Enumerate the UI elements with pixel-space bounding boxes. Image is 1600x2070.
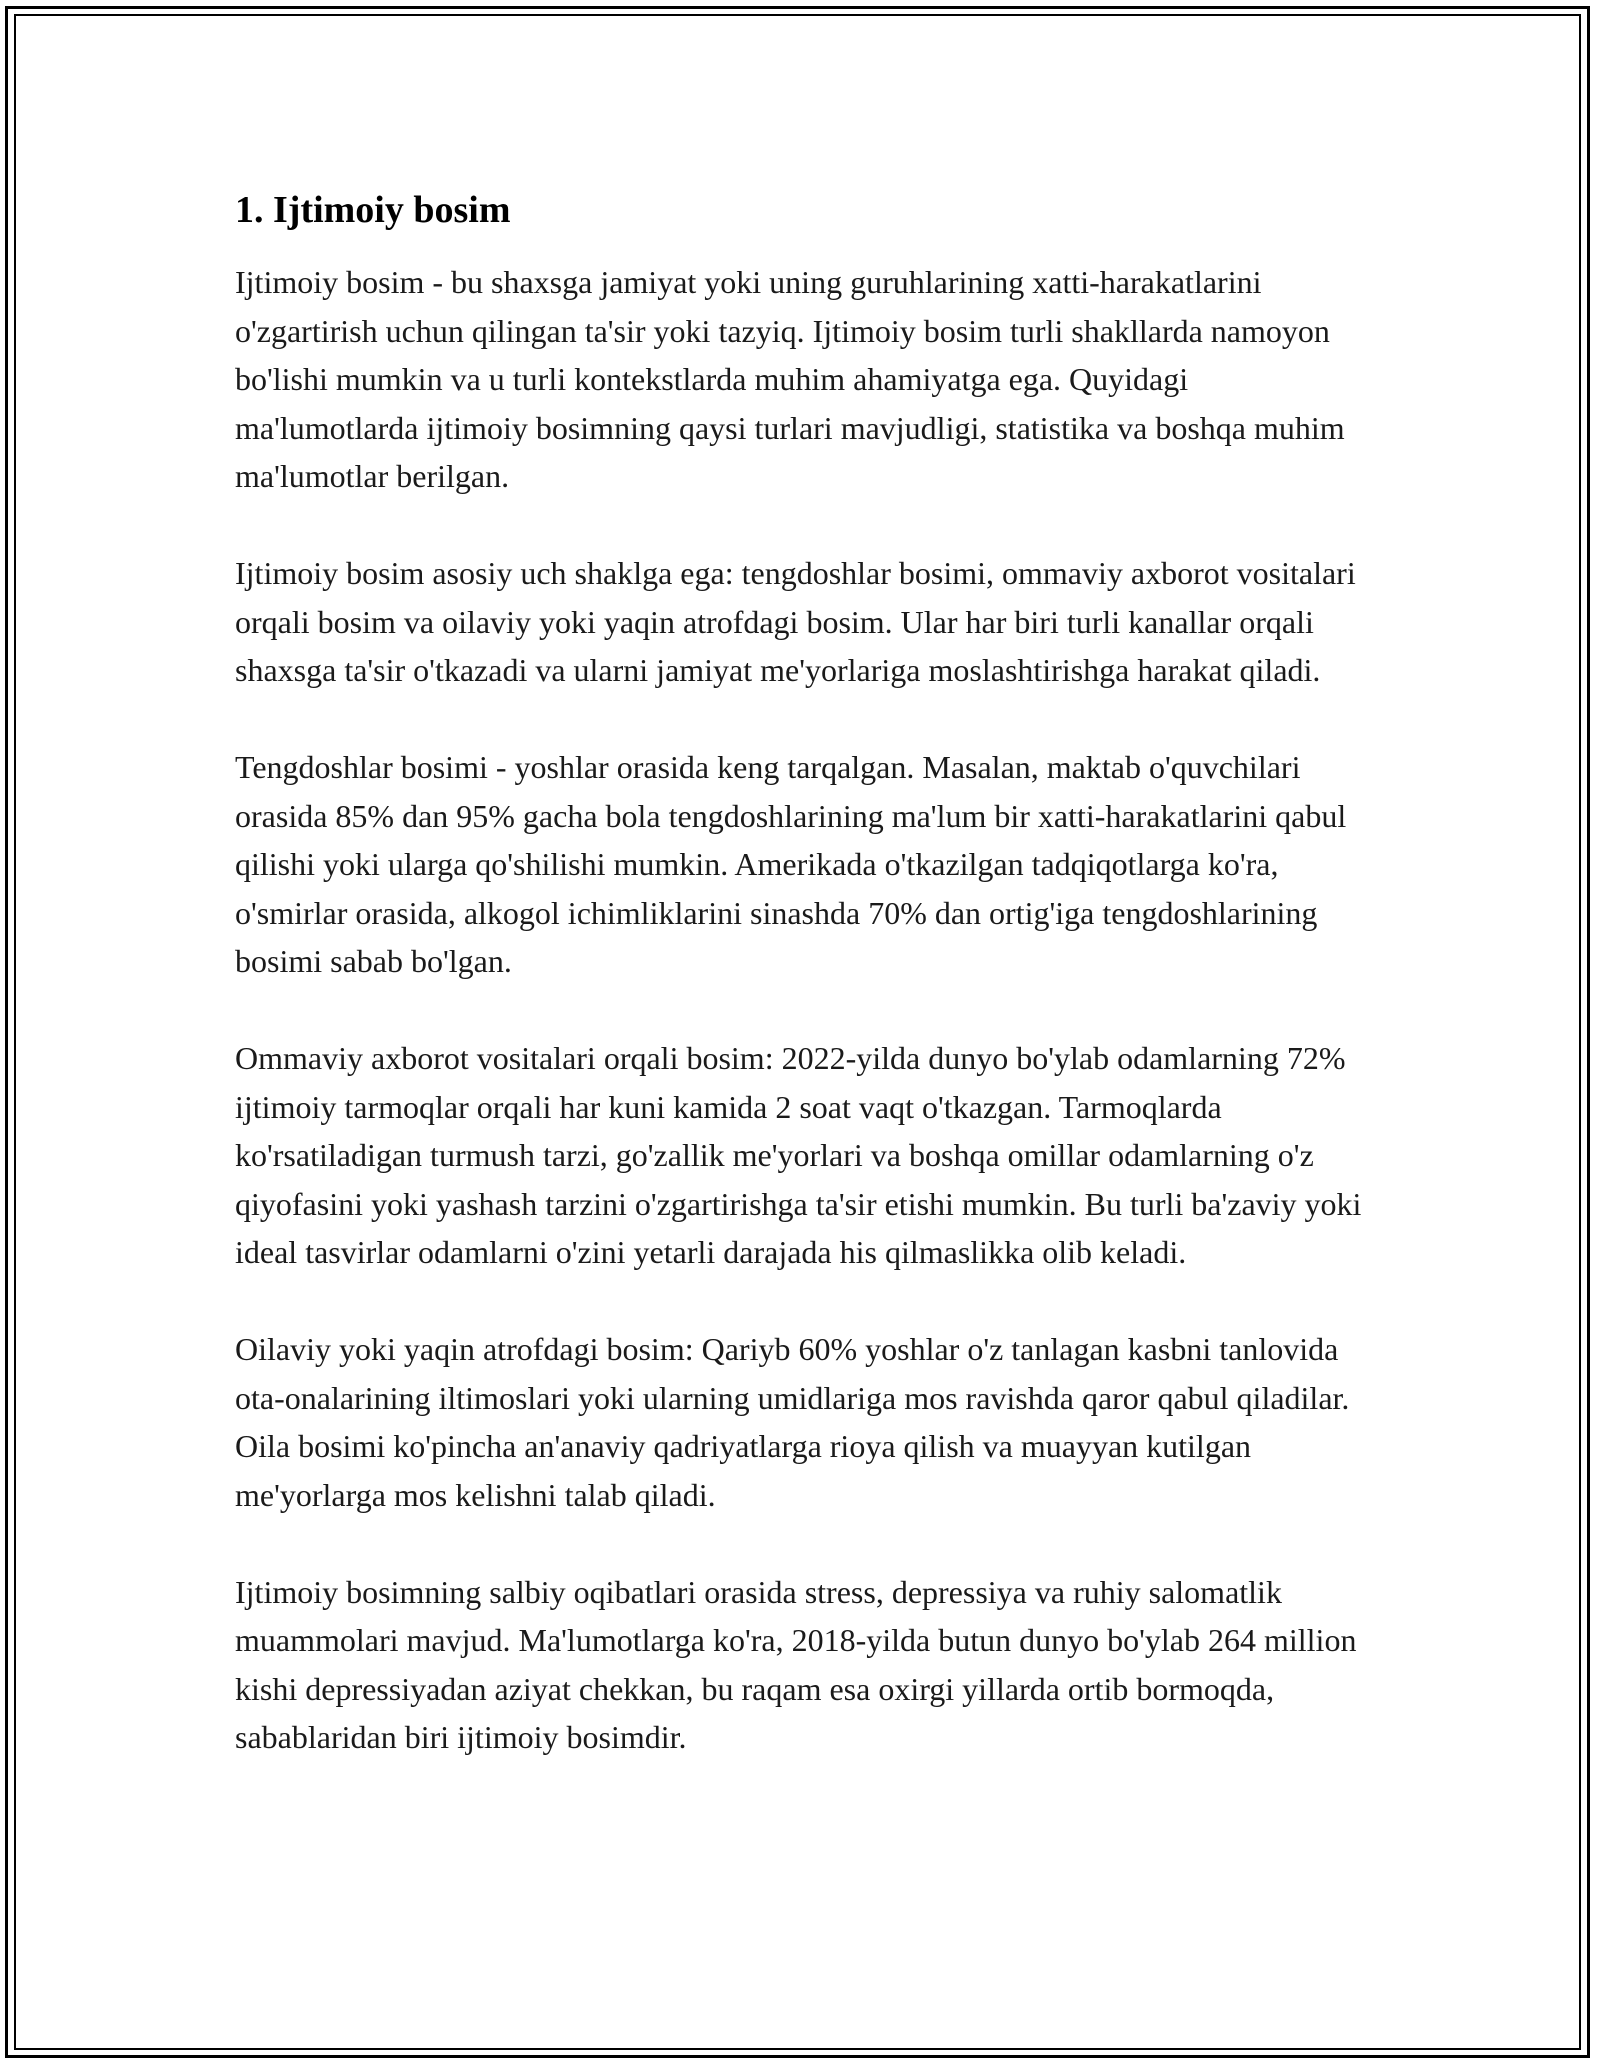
- section-heading: 1. Ijtimoiy bosim: [235, 189, 511, 231]
- paragraph-forms: Ijtimoiy bosim asosiy uch shaklga ega: tengdoshlar bosimi, ommaviy axborot vositalari orqali bosim va oilaviy yoki yaqin atrofdagi bosim. Ular har biri turli kanallar orqali shaxsga ta'sir o'tkazadi va ularni jamiyat me'yorlariga moslashtirishga harakat qiladi.: [235, 555, 1356, 688]
- document-body: [235, 186, 1375, 1810]
- paragraph-definition: Ijtimoiy bosim - bu shaxsga jamiyat yoki uning guruhlarining xatti-harakatlarini o'zgartirish uchun qilingan ta'sir yoki tazyiq. Ijtimoiy bosim turli shakllarda namoyon bo'lishi mumkin va u turli kontekstlarda muhim ahamiyatga ega. Quyidagi ma'lumotlarda ijtimoiy bosimning qaysi turlari mavjudligi, statistika va boshqa muhim ma'lumotlar berilgan.: [235, 264, 1345, 494]
- paragraph-family-pressure: Oilaviy yoki yaqin atrofdagi bosim: Qariyb 60% yoshlar o'z tanlagan kasbni tanlovida ota-onalarining iltimoslari yoki ularning umidlariga mos ravishda qaror qabul qiladilar. Oila bosimi ko'pincha an'anaviy qadriyatlarga rioya qilish va muayyan kutilgan me'yorlarga mos kelishni talab qiladi.: [235, 1331, 1350, 1513]
- paragraph-peer-pressure: Tengdoshlar bosimi - yoshlar orasida keng tarqalgan. Masalan, maktab o'quvchilari orasida 85% dan 95% gacha bola tengdoshlarining ma'lum bir xatti-harakatlarini qabul qilishi yoki ularga qo'shilishi mumkin. Amerikada o'tkazilgan tadqiqotlarga ko'ra, o'smirlar orasida, alkogol ichimliklarini sinashda 70% dan ortig'iga tengdoshlarining bosimi sabab bo'lgan.: [235, 749, 1347, 979]
- paragraph-media-pressure: Ommaviy axborot vositalari orqali bosim: 2022-yilda dunyo bo'ylab odamlarning 72% ijtimoiy tarmoqlar orqali har kuni kamida 2 soat vaqt o'tkazgan. Tarmoqlarda ko'rsatiladigan turmush tarzi, go'zallik me'yorlari va boshqa omillar odamlarning o'z qiyofasini yoki yashash tarzini o'zgartirishga ta'sir etishi mumkin. Bu turli ba'zaviy yoki ideal tasvirlar odamlarni o'zini yetarli darajada his qilmaslikka olib keladi.: [235, 1040, 1362, 1270]
- paragraph-consequences: Ijtimoiy bosimning salbiy oqibatlari orasida stress, depressiya va ruhiy salomatlik muammolari mavjud. Ma'lumotlarga ko'ra, 2018-yilda butun dunyo bo'ylab 264 million kishi depressiyadan aziyat chekkan, bu raqam esa oxirgi yillarda ortib bormoqda, sabablaridan biri ijtimoiy bosimdir.: [235, 1573, 1357, 1755]
